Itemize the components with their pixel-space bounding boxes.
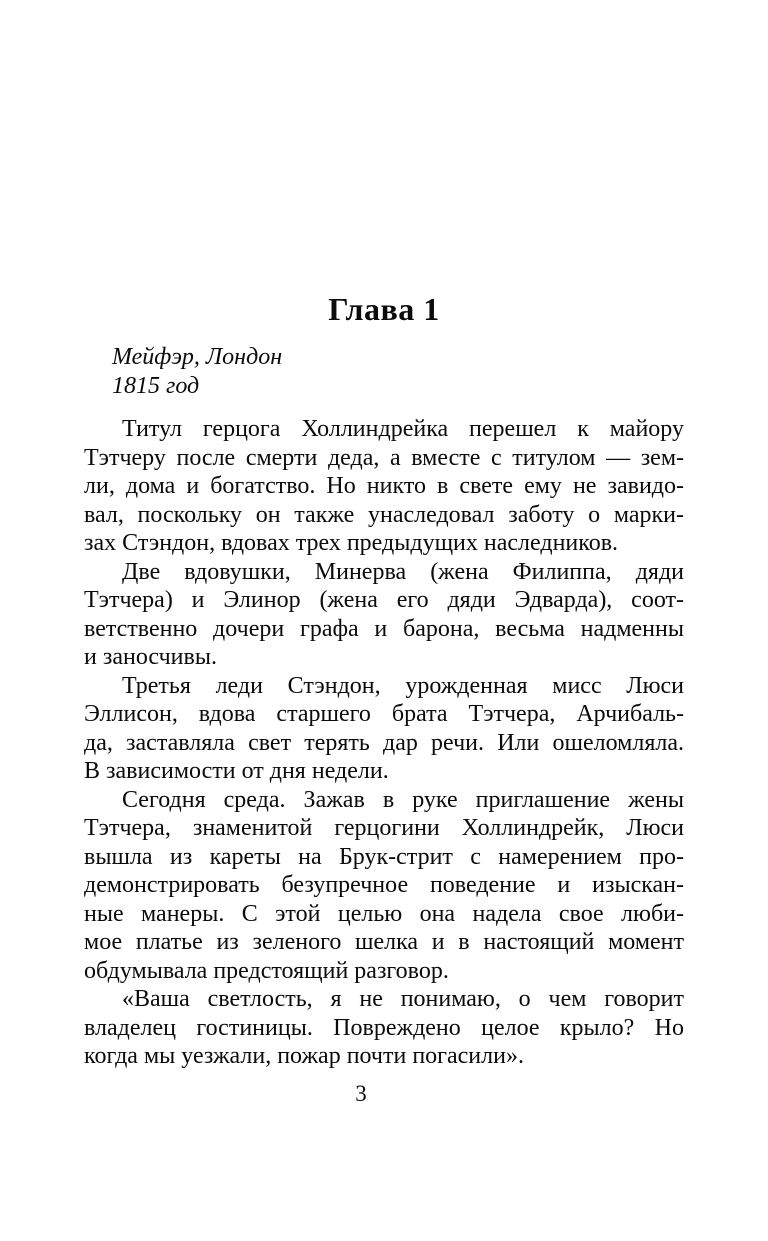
text-line: ветственно дочери графа и барона, весьма надменны: [84, 615, 684, 642]
text-line: зах Стэндон, вдовах трех предыдущих наследников.: [84, 530, 619, 556]
text-line: владелец гостиницы. Повреждено целое крыло? Но: [84, 1014, 684, 1041]
text-column: [84, 0, 684, 1108]
text-line: Титул герцога Холлиндрейка перешел к майору: [122, 416, 684, 442]
paragraph: [84, 672, 684, 786]
text-line: вал, поскольку он также унаследовал заботу о марки-: [84, 501, 684, 528]
text-line: когда мы уезжали, пожар почти погасили».: [84, 1043, 524, 1069]
page-number: 3: [355, 1080, 367, 1106]
text-line: ли, дома и богатство. Но никто в свете ему не завидо-: [84, 473, 684, 499]
text-line: Тэтчера, знаменитой герцогини Холлиндрейк, Люси: [84, 815, 684, 841]
chapter-heading: Глава 1: [328, 291, 440, 327]
scene-location: Мейфэр, Лондон: [112, 344, 283, 370]
paragraph: [84, 558, 684, 672]
text-line: Сегодня среда. Зажав в руке приглашение жены: [122, 786, 684, 813]
paragraph: [84, 415, 684, 558]
text-line: да, заставляла свет терять дар речи. Или ошеломляла.: [84, 729, 684, 756]
paragraph: [84, 985, 684, 1071]
text-line: Эллисон, вдова старшего брата Тэтчера, Арчибаль-: [84, 701, 684, 727]
text-line: и заносчивы.: [84, 644, 217, 670]
text-line: демонстрировать безупречное поведение и изыскан-: [84, 872, 684, 898]
paragraph: [84, 786, 684, 986]
text-line: «Ваша светлость, я не понимаю, о чем говорит: [122, 986, 684, 1012]
text-line: Тэтчеру после смерти деда, а вместе с титулом — зем-: [84, 444, 684, 471]
text-line: Тэтчера) и Элинор (жена его дяди Эдварда), соот-: [84, 587, 684, 613]
text-line: Третья леди Стэндон, урожденная мисс Люси: [122, 672, 684, 699]
body-text: [84, 415, 684, 1071]
scene-setting: [112, 343, 684, 400]
scene-year: 1815 год: [112, 372, 200, 399]
text-line: ные манеры. С этой целью она надела свое люби-: [84, 900, 684, 927]
text-line: В зависимости от дня недели.: [84, 758, 389, 784]
text-line: обдумывала предстоящий разговор.: [84, 957, 449, 984]
text-line: вышла из кареты на Брук-стрит с намерением про-: [84, 843, 684, 870]
text-line: Две вдовушки, Минерва (жена Филиппа, дяди: [122, 558, 684, 585]
text-line: мое платье из зеленого шелка и в настоящий момент: [84, 929, 684, 955]
